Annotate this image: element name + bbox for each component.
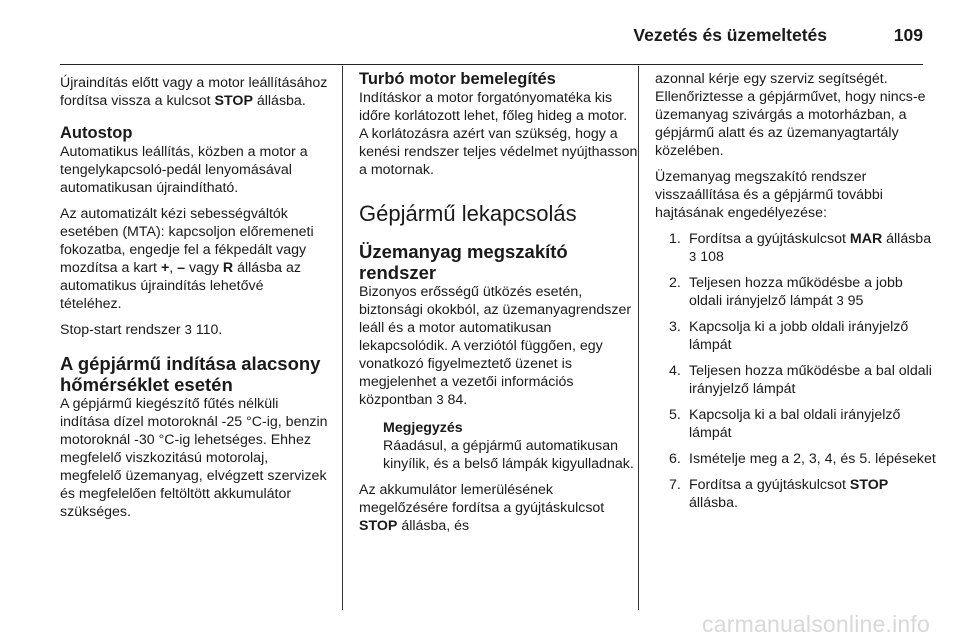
note-text: Ráadásul, a gépjármű automatikusan kinyílik, és a belső lámpák kigyulladnak. — [383, 438, 634, 472]
heading-turbo: Turbó motor bemelegítés — [359, 70, 556, 88]
step-text: állásba. — [689, 495, 738, 511]
note-title: Megjegyzés — [383, 420, 463, 436]
step-item — [669, 362, 938, 398]
step-text: Teljesen hozza működésbe a jobb oldali irányjelző lámpát — [689, 275, 903, 309]
step-number: 6. — [669, 451, 681, 467]
steps-list — [655, 230, 938, 512]
reference-arrow-icon: 3 — [689, 249, 697, 264]
step-text: Fordítsa a gyújtáskulcsot — [689, 477, 850, 493]
column-middle — [342, 70, 638, 610]
step-key-position: STOP — [849, 477, 889, 493]
paragraph: Az automatizált kézi sebességváltók esetében (MTA): kapcsoljon előremeneti fokozatba, engedje fel a fékpedált vagy mozdítsa a kart +, – vagy R állásba az automatikus újraindítás lehetővé tételéhez. — [60, 206, 314, 312]
step-number: 3. — [669, 319, 681, 335]
step-number: 5. — [669, 407, 681, 423]
reference-arrow-icon: 3 — [184, 322, 192, 337]
page-reference-link[interactable]: 95 — [847, 293, 864, 309]
page-reference-link[interactable]: 84. — [447, 392, 468, 408]
step-number: 2. — [669, 275, 681, 291]
paragraph: Automatikus leállítás, közben a motor a tengelykapcsoló-pedál lenyomásával automatikusan újraindítható. — [60, 144, 308, 196]
paragraph: Üzemanyag megszakító rendszer visszaállítása és a gépjármű további hajtásának engedélyezése: — [655, 169, 883, 221]
step-text: Kapcsolja ki a jobb oldali irányjelző lámpát — [689, 319, 909, 353]
reference-arrow-icon: 3 — [436, 392, 444, 407]
step-number: 7. — [669, 477, 681, 493]
step-item — [669, 450, 938, 468]
step-item — [669, 274, 938, 310]
page-reference-link[interactable]: 110. — [195, 322, 223, 338]
paragraph: A gépjármű kiegészítő fűtés nélküli indítása dízel motoroknál -25 °C-ig, benzin motoroknál -30 °C-ig lehetséges. Ehhez megfelelő viszkozitású motorolaj, megfelelő üzemanyag, elvégzett szervizek és megfelelően feltöltött akkumulátor szükséges. — [60, 396, 328, 520]
step-item — [669, 230, 938, 266]
step-item — [669, 476, 938, 512]
step-text: Kapcsolja ki a bal oldali irányjelző lámpát — [689, 407, 901, 441]
paragraph: Újraindítás előtt vagy a motor leállításához fordítsa vissza a kulcsot STOP állásba. — [60, 75, 328, 109]
page-number: 109 — [893, 25, 923, 45]
heading-shutdown: Gépjármű lekapcsolás — [359, 201, 577, 226]
paragraph: Indításkor a motor forgatónyomatéka kis időre korlátozott lehet, főleg hideg a motor. A korlátozásra azért van szükség, hogy a kenési rendszer teljes védelmet nyújthasson a motornak. — [359, 90, 638, 178]
step-number: 1. — [669, 231, 681, 247]
step-text: Fordítsa a gyújtáskulcsot — [689, 231, 850, 247]
heading-autostop: Autostop — [60, 124, 133, 142]
step-item — [669, 406, 938, 442]
chapter-title: Vezetés és üzemeltetés — [633, 25, 827, 45]
step-text: állásba — [882, 231, 932, 247]
column-right — [638, 70, 938, 610]
paragraph: Az akkumulátor lemerülésének megelőzésére fordítsa a gyújtáskulcsot STOP állásba, és — [359, 482, 605, 534]
step-text: Teljesen hozza működésbe a bal oldali irányjelző lámpát — [689, 363, 932, 397]
note-box — [383, 419, 638, 473]
step-key-position: MAR — [849, 231, 883, 247]
paragraph: azonnal kérje egy szerviz segítségét. Ellenőriztesse a gépjárművet, hogy nincs-e üzemanyag szivárgás a motorházban, a gépjármű alatt és az üzemanyagtartály közelében. — [655, 71, 926, 159]
page-header — [60, 0, 923, 65]
step-text: Ismételje meg a 2, 3, 4, és 5. lépéseket — [689, 451, 936, 467]
paragraph: Bizonyos erősségű ütközés esetén, biztonsági okokból, az üzemanyagrendszer leáll és a motor automatikusan lekapcsolódik. A verziótól függően, egy vonatkozó figyelmeztető üzenet is megjelenhet a vezetői információs központban 3 84. — [359, 284, 632, 408]
step-number: 4. — [669, 363, 681, 379]
heading-cold-start: A gépjármű indítása alacsony hőmérséklet esetén — [60, 353, 321, 395]
paragraph: Stop-start rendszer 3 110. — [60, 322, 223, 338]
watermark: carmanualsonline.info — [702, 611, 930, 637]
reference-arrow-icon: 3 — [836, 293, 844, 308]
heading-fuel-cutoff: Üzemanyag megszakító rendszer — [359, 241, 568, 283]
step-item — [669, 318, 938, 354]
column-left — [60, 74, 328, 610]
page-reference-link[interactable]: 108 — [700, 249, 724, 265]
